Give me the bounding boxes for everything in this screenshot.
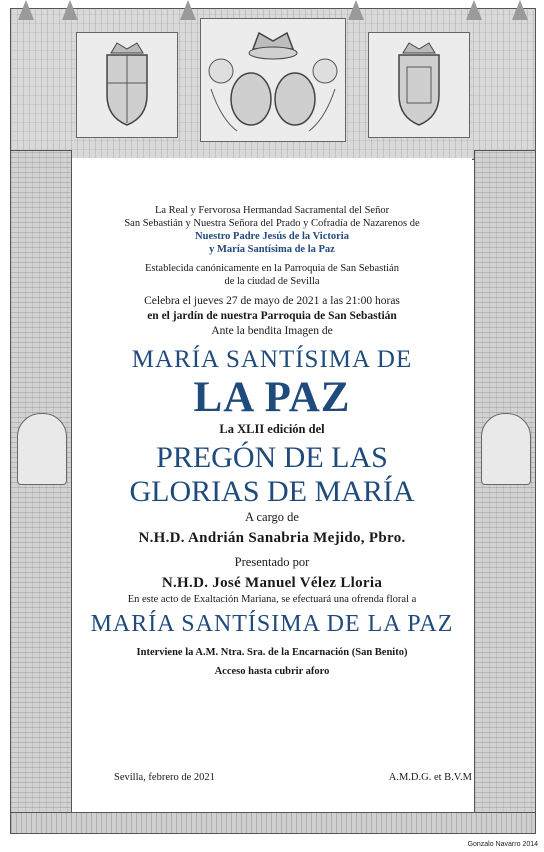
virgin-title-line-2: LA PAZ — [193, 374, 351, 421]
frame-right-column — [474, 150, 536, 834]
artist-credit: Gonzalo Navarro 2014 — [467, 841, 538, 848]
speaker-intro: A cargo de — [245, 510, 299, 524]
frame-spire — [466, 0, 482, 20]
music-band-text: Interviene la A.M. Ntra. Sra. de la Encarnación (San Benito) — [136, 647, 408, 658]
presenter-intro: Presentado por — [234, 555, 310, 569]
poster-content — [72, 158, 472, 812]
brotherhood-line-3: Nuestro Padre Jesús de la Victoria — [195, 231, 349, 242]
frame-spire — [18, 0, 34, 20]
edition-text: La XLII edición del — [219, 422, 325, 436]
offering-text: En este acto de Exaltación Mariana, se efectuará una ofrenda floral a — [127, 594, 417, 605]
speaker-name: N.H.D. Andrián Sanabria Mejido, Pbro. — [138, 530, 406, 546]
right-column-crest-icon — [481, 413, 531, 485]
frame-spire — [180, 0, 196, 20]
established-line-2: de la ciudad de Sevilla — [224, 276, 320, 287]
right-coat-of-arms-icon — [368, 32, 470, 138]
event-location: en el jardín de nuestra Parroquia de San Sebastián — [147, 310, 397, 322]
virgin-title-line-1: MARÍA SANTÍSIMA DE — [131, 346, 413, 373]
brotherhood-line-4: y María Santísima de la Paz — [209, 244, 335, 255]
event-date-time: Celebra el jueves 27 de mayo de 2021 a las 21:00 horas — [144, 295, 400, 307]
brotherhood-line-2: San Sebastián y Nuestra Señora del Prado y Cofradía de Nazarenos de — [124, 218, 420, 229]
place-date: Sevilla, febrero de 2021 — [114, 772, 215, 783]
access-text: Acceso hasta cubrir aforo — [214, 666, 330, 677]
presenter-name: N.H.D. José Manuel Vélez Lloria — [161, 575, 383, 591]
frame-left-column — [10, 150, 72, 834]
brotherhood-line-1: La Real y Fervorosa Hermandad Sacramental del Señor — [154, 205, 390, 216]
established-line-1: Establecida canónicamente en la Parroquia de San Sebastián — [145, 263, 399, 274]
central-crown-shields-icon — [200, 18, 346, 142]
frame-spire — [62, 0, 78, 20]
frame-base — [10, 812, 536, 834]
motto: A.M.D.G. et B.V.M — [388, 772, 472, 783]
pregon-title-line-2: GLORIAS DE MARÍA — [129, 475, 415, 508]
left-column-crest-icon — [17, 413, 67, 485]
pregon-title-line-1: PREGÓN DE LAS — [156, 441, 388, 474]
frame-spire — [512, 0, 528, 20]
frame-spire — [348, 0, 364, 20]
offering-title: MARÍA SANTÍSIMA DE LA PAZ — [90, 611, 454, 637]
image-intro: Ante la bendita Imagen de — [211, 325, 333, 337]
left-coat-of-arms-icon — [76, 32, 178, 138]
